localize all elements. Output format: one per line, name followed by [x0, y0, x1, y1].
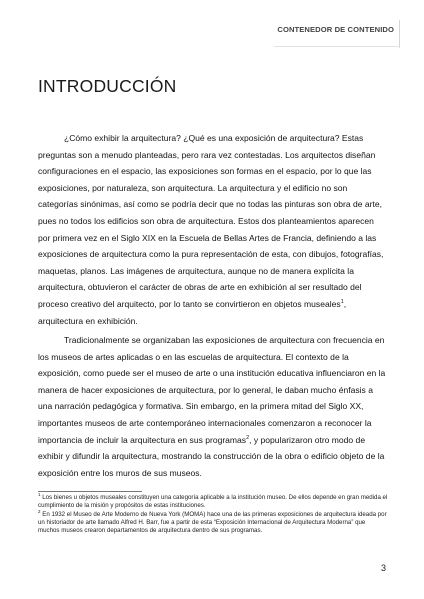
- footnote-2-text: En 1932 el Museo de Arte Moderno de Nueva York (MOMA) hace una de las primeras exposiciones de arquitectura ideada por un historiador de arte llamado Alfred H. Barr, fue a partir de esta “Exposición Internacional de Arquitectura Moderna” que muchos museos crearon departamentos de arquitectura dentro de sus programas.: [38, 510, 387, 535]
- footnote-separator: [38, 491, 142, 492]
- header-horizontal-rule: [274, 46, 400, 47]
- footnote-1: [38, 491, 388, 511]
- paragraph-1-text: ¿Cómo exhibir la arquitectura? ¿Qué es una exposición de arquitectura? Estas preguntas son a menudo planteadas, pero rara vez contestadas. Los arquitectos diseñan configuraciones en el espacio, las exposiciones son formas en el espacio, por lo que las exposiciones, por naturaleza, son arquitectura. La arquitectura y el edificio no son categorías sinónimas, así como se podría decir que no todas las pinturas son obra de arte, pues no todos los edificios son obra de arquitectura. Estos dos planteamientos aparecen por primera vez en el Siglo XIX en la Escuela de Bellas Artes de Francia, definiendo a las exposiciones de arquitectura como la pura representación de esta, con dibujos, fotografías, maquetas, planos. Las imágenes de arquitectura, aunque no de manera explícita la arquitectura, obtuvieron el carácter de obras de arte en exhibición al ser resultado del proceso creativo del arquitecto, por lo tanto se convirtieron en objetos museales: [38, 133, 384, 309]
- paragraph-2-text: Tradicionalmente se organizaban las exposiciones de arquitectura con frecuencia en los museos de artes aplicadas o en las escuelas de arquitectura. El contexto de la exposición, como puede ser el museo de arte o una institución educativa influenciaron en la manera de hacer exposiciones de arquitectura, por lo general, le daban mucho énfasis a una narración pedagógica y formativa. Sin embargo, en la primera mitad del Siglo XX, importantes museos de arte contemporáneo internacionales comenzaron a reconocer la importancia de incluir la arquitectura en sus programas: [38, 335, 386, 445]
- footnote-2: [38, 508, 388, 536]
- footnote-1-text: Los bienes u objetos museales constituyen una categoría aplicable a la institución museo. De ellos depende en gran medida el cumplimiento de la misión y propósitos de estas instituciones.: [38, 494, 388, 510]
- section-title: INTRODUCCIÓN: [38, 76, 177, 96]
- header-vertical-rule: [399, 20, 400, 48]
- page-number: 3: [380, 563, 386, 573]
- body-paragraph-1: [38, 130, 388, 329]
- running-header: CONTENEDOR DE CONTENIDO: [277, 25, 394, 34]
- footnote-reference-2[interactable]: 2: [246, 434, 250, 441]
- paragraph-1-tail: , arquitectura en exhibición.: [38, 298, 347, 326]
- footnotes-section: [38, 491, 388, 536]
- footnote-number-2: 2: [38, 508, 41, 514]
- footnote-reference-1[interactable]: 1: [340, 299, 344, 306]
- footnote-number-1: 1: [38, 491, 41, 497]
- body-paragraph-2: [38, 332, 388, 481]
- paragraph-2-tail: , y popularizaron otro modo de exhibir y difundir la arquitectura, mostrando la construcción de la obra o edificio objeto de la exposición entre los muros de sus museos.: [38, 434, 385, 478]
